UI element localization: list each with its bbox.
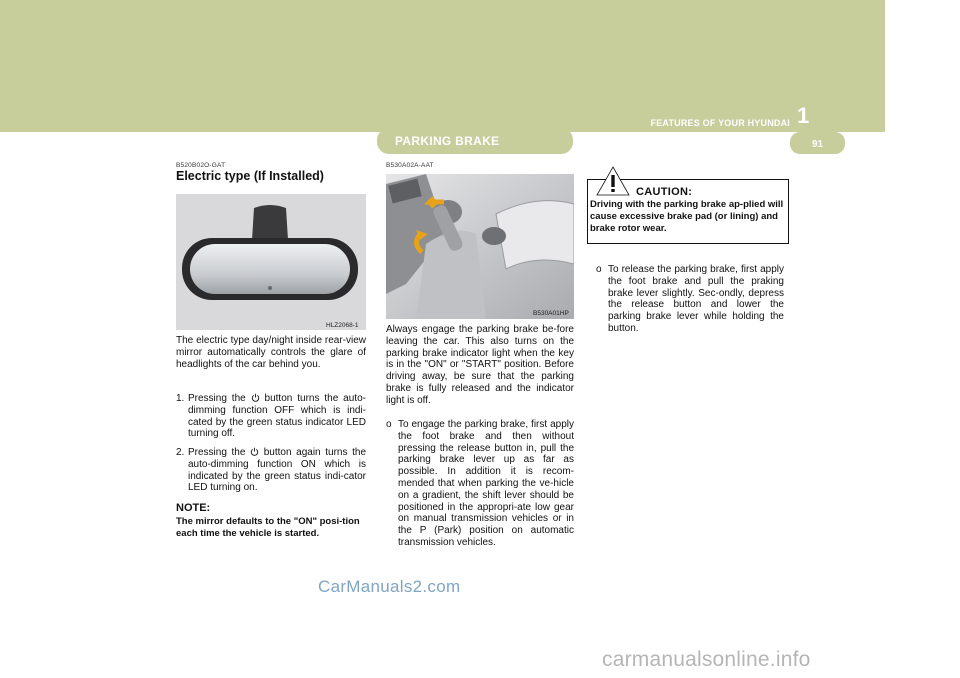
list-marker: 1.	[176, 393, 185, 404]
list-item: 2. Pressing the button again turns the auto-dimming function ON which is indicated by the green status indi-cator LED turning on.	[176, 447, 367, 494]
list-marker: 2.	[176, 447, 185, 458]
section-title: FEATURES OF YOUR HYUNDAI	[650, 118, 790, 128]
caution-text: Driving with the parking brake ap-plied will cause excessive brake pad (or lining) and brake rotor wear.	[590, 199, 784, 234]
page-number: 91	[811, 139, 824, 150]
parking-brake-intro-text: Always engage the parking brake be-fore leaving the car. This also turns on the parking brake indicator light when the key is in the "ON" or "START" position. Before driving away, be sure that the parking brake is fully released and the indicator light is off.	[386, 324, 574, 406]
engage-instruction-text: To engage the parking brake, first apply the foot brake and then without pressing the release button in, pull the parking brake lever up as far as possible. In addition it is recom-mended that when parking the ve-hicle on a gradient, the shift lever should be positioned in the appropri-ate low gear on manual transmission vehicles or in the P (Park) position on automatic transmission vehicles.	[398, 419, 574, 548]
power-icon	[250, 447, 259, 456]
rearview-mirror-illustration	[176, 194, 366, 330]
caution-title: CAUTION:	[636, 186, 693, 198]
list-item	[386, 419, 574, 549]
footer-watermark: carmanualsonline.info	[602, 648, 811, 671]
list-item	[596, 264, 784, 335]
section-code: B530A02A-AAT	[386, 162, 434, 169]
warning-icon	[596, 166, 630, 196]
page-number-tab	[790, 132, 845, 154]
list-marker: o	[386, 419, 392, 430]
note-text: The mirror defaults to the "ON" posi-tion each time the vehicle is started.	[176, 516, 360, 539]
figure-label: B530A01HP	[533, 310, 569, 317]
page-title-tab	[377, 128, 573, 154]
page-title: PARKING BRAKE	[395, 134, 500, 148]
section-number: 1	[797, 103, 810, 128]
list-marker: o	[596, 264, 602, 275]
mirror-intro-text: The electric type day/night inside rear-view mirror automatically controls the glare of headlights of the car behind you.	[176, 335, 366, 370]
section-code: B520B02O-GAT	[176, 162, 226, 169]
section-heading: Electric type (If Installed)	[176, 169, 324, 183]
figure-label: HLZ2068-1	[326, 322, 359, 329]
parking-brake-figure	[386, 174, 574, 319]
parking-brake-illustration	[386, 174, 574, 319]
watermark: CarManuals2.com	[318, 577, 461, 596]
list-item: 1. Pressing the button turns the auto-dimming function OFF which is indi-cated by the green status indicator LED turning off.	[176, 393, 366, 440]
power-icon	[251, 393, 260, 402]
note-title: NOTE:	[176, 502, 211, 514]
release-instruction-text: To release the parking brake, first apply the foot brake and pull the praking brake lever slightly. Sec-ondly, depress the release button and lower the parking brake lever while holding the button.	[608, 264, 784, 334]
mirror-figure	[176, 194, 366, 330]
